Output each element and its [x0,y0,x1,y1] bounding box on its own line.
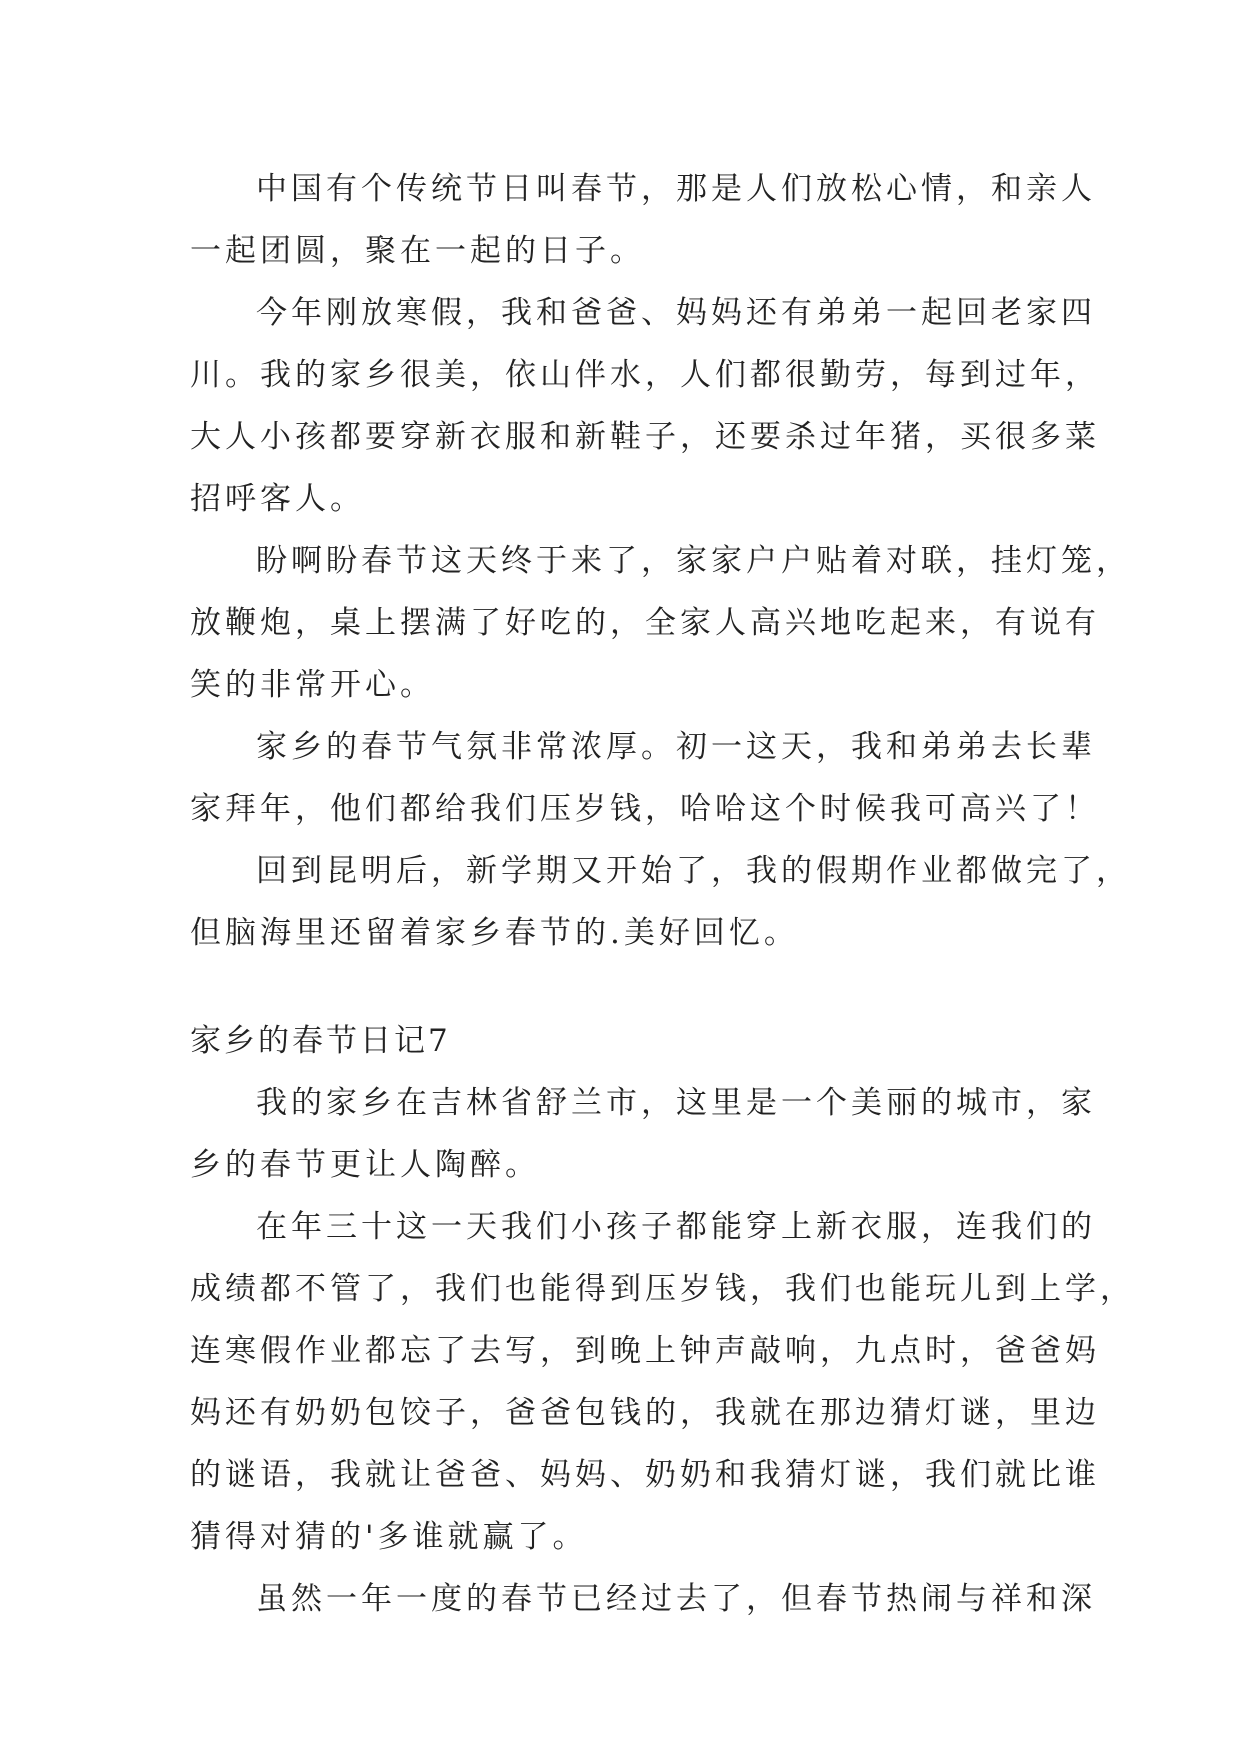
text-line: 放鞭炮，桌上摆满了好吃的，全家人高兴地吃起来，有说有 [190,605,1100,641]
text-line: 连寒假作业都忘了去写，到晚上钟声敲响，九点时，爸爸妈 [190,1333,1100,1369]
text-line: 我的家乡在吉林省舒兰市，这里是一个美丽的城市，家 [256,1085,1096,1121]
paragraph [190,530,1131,716]
text-line: 川。我的家乡很美，依山伴水，人们都很勤劳，每到过年， [190,357,1100,393]
text-line: 但脑海里还留着家乡春节的.美好回忆。 [190,915,799,951]
text-line: 妈还有奶奶包饺子，爸爸包钱的，我就在那边猜灯谜，里边 [190,1395,1100,1431]
text-line: 一起团圆，聚在一起的日子。 [190,233,645,269]
text-line: 大人小孩都要穿新衣服和新鞋子，还要杀过年猪，买很多菜 [190,419,1100,455]
text-line: 笑的非常开心。 [190,667,435,703]
paragraph [190,158,1096,282]
text-line: 家乡的春节气氛非常浓厚。初一这天，我和弟弟去长辈 [256,729,1096,765]
text-line: 招呼客人。 [190,481,365,517]
document-body [190,158,1135,1630]
paragraph [190,1196,1135,1568]
text-line: 的谜语，我就让爸爸、妈妈、奶奶和我猜灯谜，我们就比谁 [190,1457,1100,1493]
paragraph [190,282,1100,530]
paragraph [190,1568,1096,1630]
text-line: 成绩都不管了，我们也能得到压岁钱，我们也能玩儿到上学， [190,1271,1135,1307]
text-line: 在年三十这一天我们小孩子都能穿上新衣服，连我们的 [256,1209,1096,1245]
text-line: 回到昆明后，新学期又开始了，我的假期作业都做完了， [256,853,1131,889]
section-title: 家乡的春节日记7 [190,1023,451,1059]
text-line: 猜得对猜的'多谁就赢了。 [190,1519,588,1555]
text-line: 乡的春节更让人陶醉。 [190,1147,540,1183]
text-line: 今年刚放寒假，我和爸爸、妈妈还有弟弟一起回老家四 [256,295,1096,331]
paragraph [190,716,1100,840]
paragraph [190,840,1131,964]
text-line: 虽然一年一度的春节已经过去了，但春节热闹与祥和深 [256,1581,1096,1617]
section-spacer [190,964,1062,1010]
paragraph [190,1072,1096,1196]
text-line: 家拜年，他们都给我们压岁钱，哈哈这个时候我可高兴了！ [190,791,1100,827]
text-line: 盼啊盼春节这天终于来了，家家户户贴着对联，挂灯笼， [256,543,1131,579]
text-line: 中国有个传统节日叫春节，那是人们放松心情，和亲人 [256,171,1096,207]
